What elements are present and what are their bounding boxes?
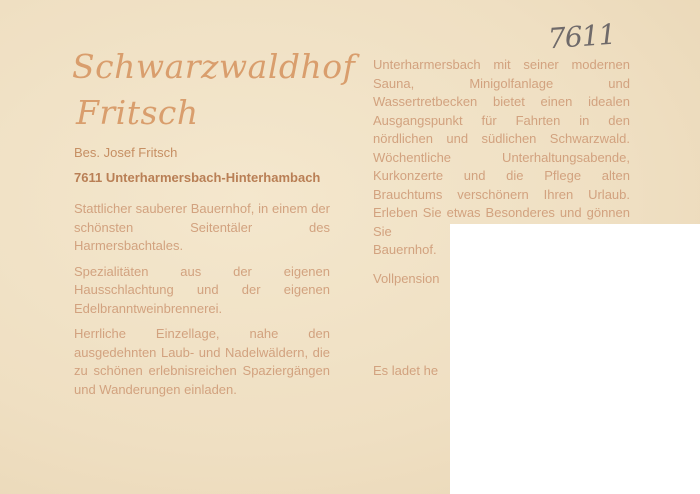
paragraph-specialities: Spezialitäten aus der eigenen Hausschlachtung und der eigenen Edelbranntweinbrennerei. (74, 263, 330, 316)
paragraph-amenities: Unterharmersbach mit seiner modernen Sauna, Minigolfanlage und Wassertretbecken bietet einen idealen Ausgangspunkt für Fahrten in den nördlichen und südlichen Schwarzwald. Wöchentliche Unterhaltungsabende, Kurkonzerte und die Pflege alten Brauchtums verschönern Ihren Urlaub. Erleben Sie etwas Besonderes und gönnen Sie (373, 57, 630, 239)
brand-title-line-1: Schwarzwaldhof (72, 47, 356, 86)
paragraph-amenities-end: Bauernhof. (373, 242, 437, 257)
owner-line: Bes. Josef Fritsch (74, 145, 178, 160)
invitation-text: Es ladet he (373, 363, 439, 378)
paragraph-location: Stattlicher sauberer Bauernhof, in einem der schönsten Seitentäler des Harmersbachtales. (74, 201, 330, 253)
brand-title (72, 44, 355, 136)
redacted-area (450, 224, 700, 494)
vollpension-text: Vollpension (373, 271, 440, 286)
left-description (74, 200, 330, 406)
paragraph-surroundings: Herrliche Einzellage, nahe den ausgedehnten Laub- und Nadelwäldern, die zu schönen erlebnisreichen Spaziergängen und Wanderungen einladen. (74, 326, 330, 397)
address-line: 7611 Unterharmersbach-Hinterhambach (74, 170, 321, 185)
brand-title-line-2: Fritsch (76, 93, 199, 132)
handwritten-postcode: 7611 (546, 17, 617, 56)
